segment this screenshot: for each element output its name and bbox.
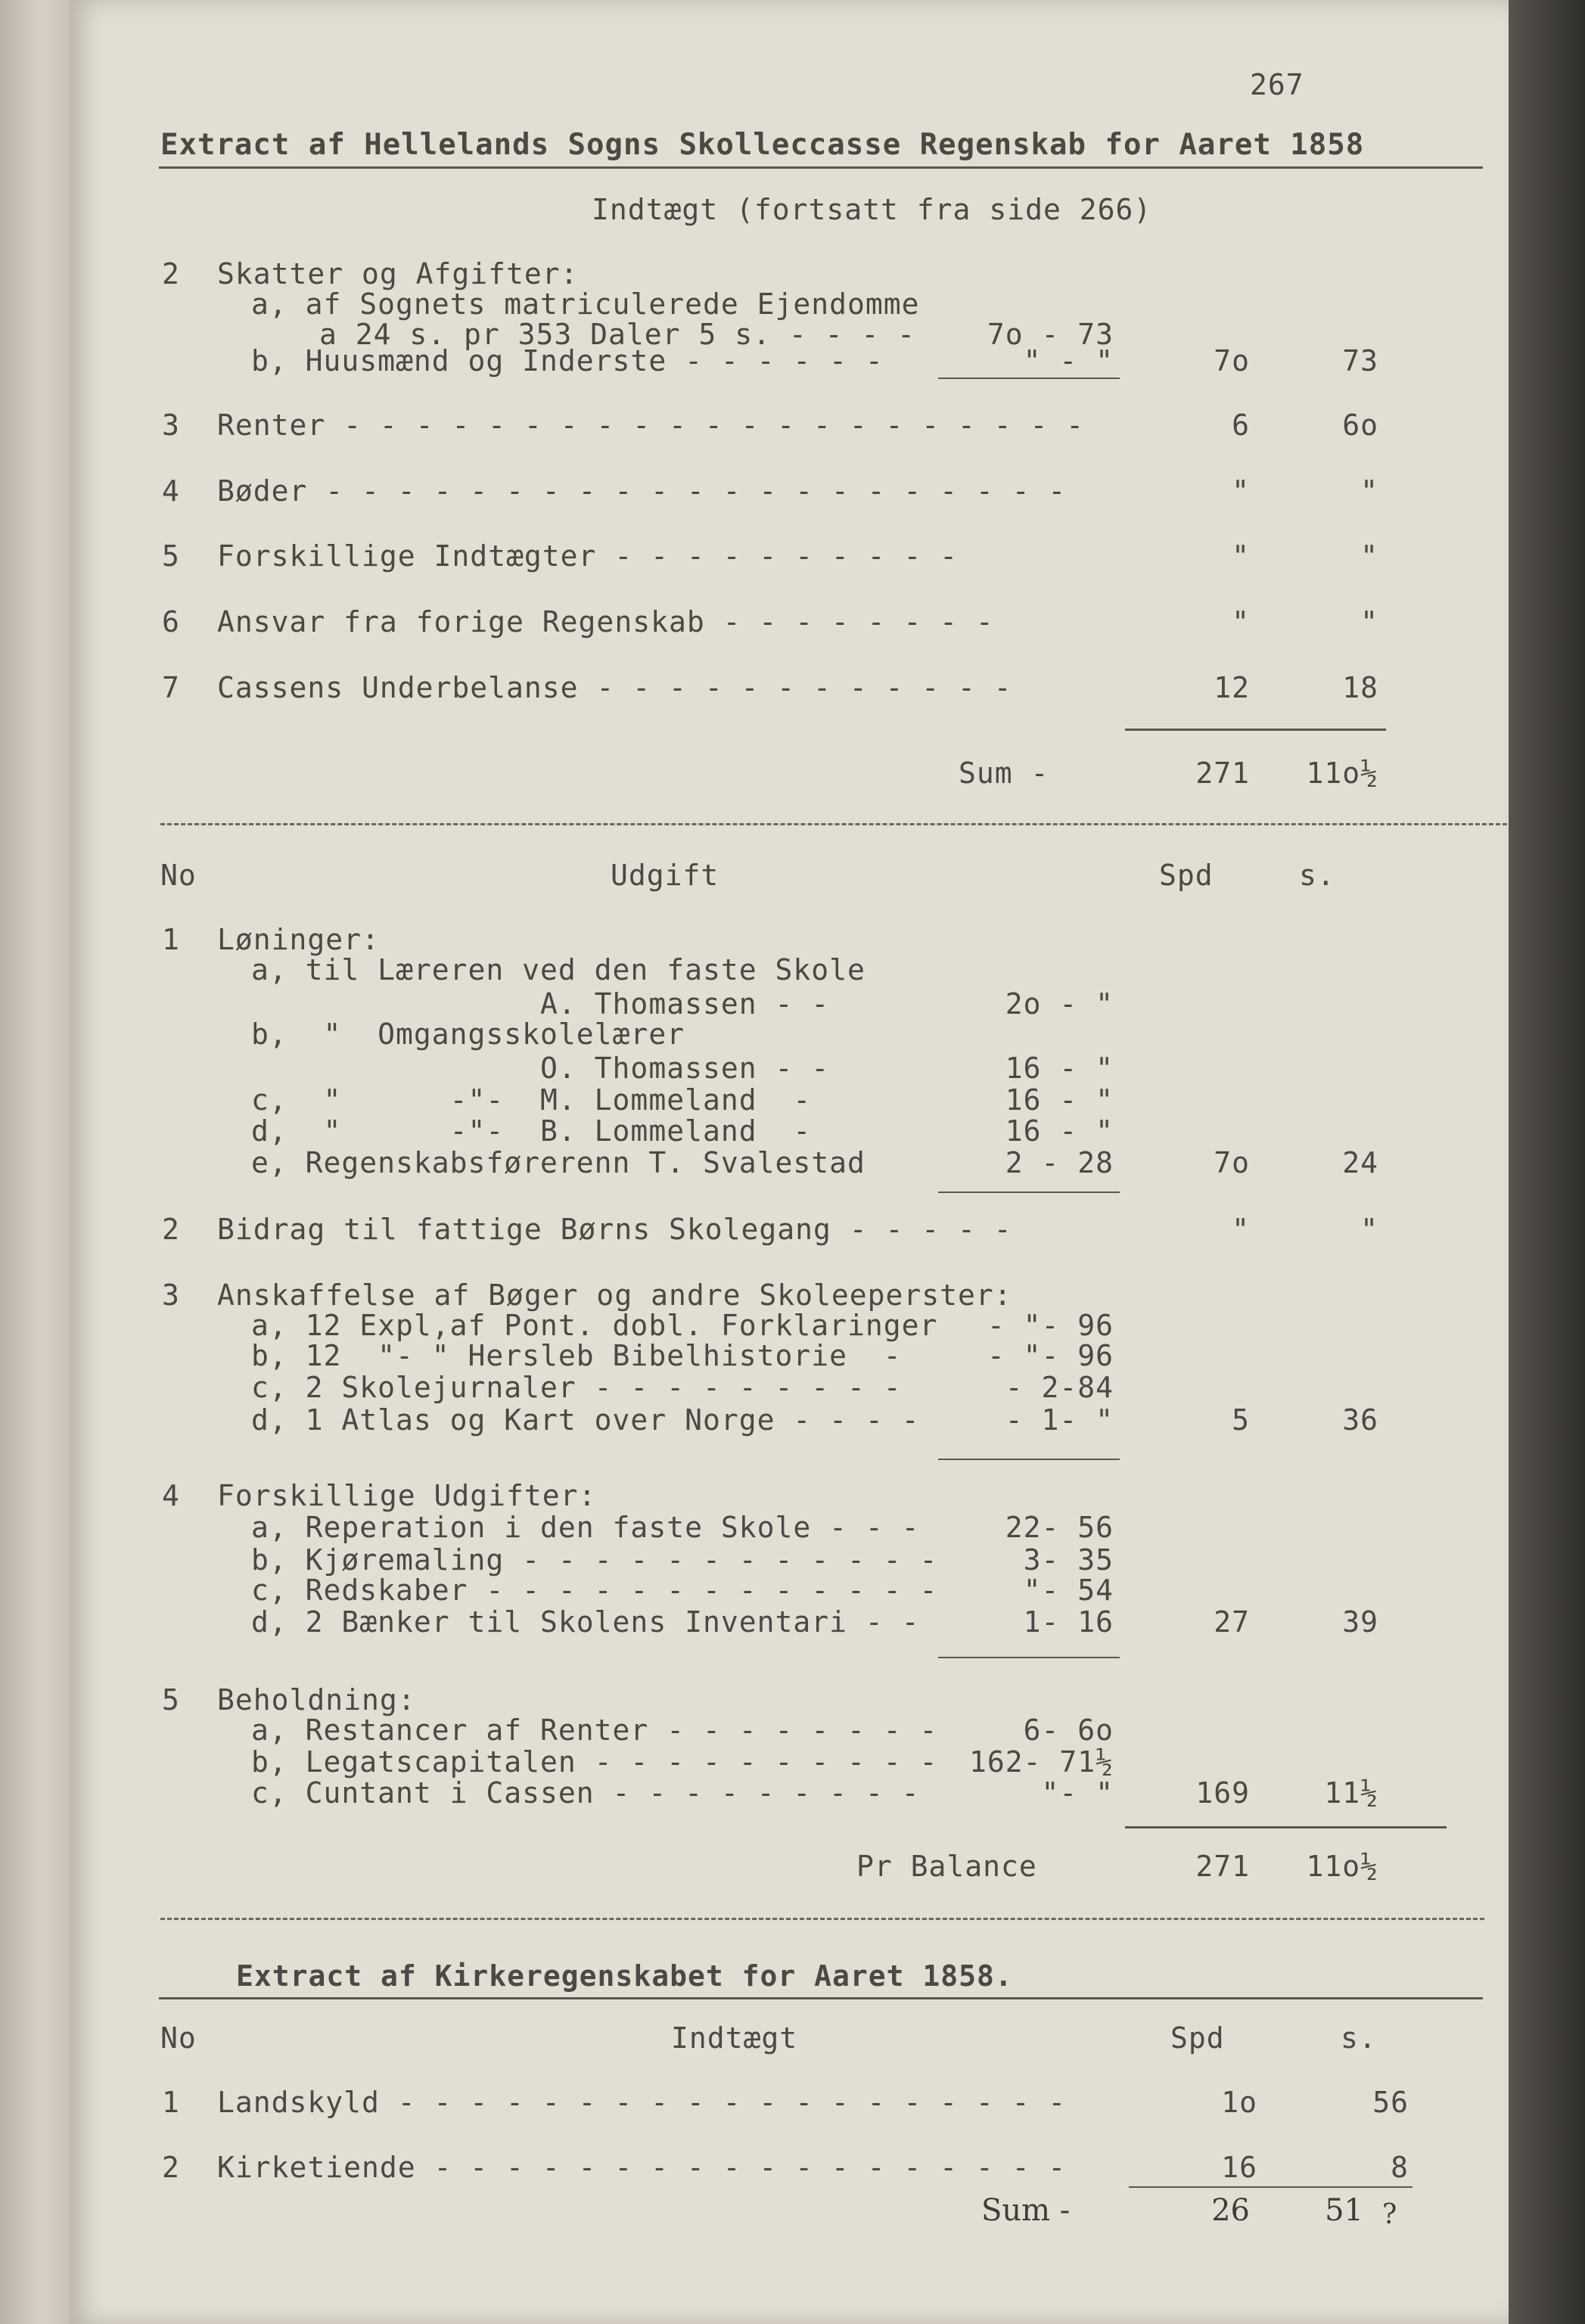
expense-row-no: 2 — [162, 1213, 180, 1246]
expense-row-text: A. Thomassen - - — [251, 987, 830, 1021]
expense-row-text: O. Thomassen - - — [251, 1052, 830, 1085]
expense-row-text: b, Kjøremaling - - - - - - - - - - - - — [251, 1543, 938, 1577]
church-sum-s: 51 — [1325, 2193, 1363, 2228]
church-col-spd: Spd — [1170, 2021, 1225, 2055]
section-divider-2 — [160, 1918, 1484, 1920]
church-row-no: 2 — [162, 2151, 180, 2184]
expense-row-sub: 2o - " — [1005, 987, 1114, 1021]
page-number: 267 — [1250, 68, 1304, 101]
expense-row-text: b, 12 "- " Hersleb Bibelhistorie - — [251, 1339, 902, 1372]
expense-row-text: c, 2 Skolejurnaler - - - - - - - - - — [251, 1371, 902, 1404]
income-row-no: 5 — [162, 539, 180, 573]
expense-row-text: d, 1 Atlas og Kart over Norge - - - - — [251, 1403, 920, 1437]
expense-row-s: " — [1360, 1213, 1378, 1246]
income-sum-spd: 271 — [1195, 757, 1250, 790]
expense-row-text: c, Cuntant i Cassen - - - - - - - - - — [251, 1776, 920, 1810]
expense-row-sub: - "- 96 — [987, 1309, 1114, 1342]
expense-row-text: a, 12 Expl,af Pont. dobl. Forklaringer — [251, 1309, 938, 1342]
expense-row-text: Beholdning: — [217, 1683, 416, 1717]
church-sum-spd: 26 — [1211, 2193, 1250, 2228]
expense-row-sub: 2 - 28 — [1005, 1146, 1114, 1179]
income-row-spd: 7o — [1214, 344, 1250, 377]
expense-row-text: d, " -"- B. Lommeland - — [251, 1114, 812, 1148]
expense-row-no: 3 — [162, 1279, 180, 1312]
income-row-text: Cassens Underbelanse - - - - - - - - - - - - — [217, 671, 1012, 704]
income-row-no: 2 — [162, 257, 180, 290]
income-row-text: a, af Sognets matriculerede Ejendomme — [251, 287, 920, 321]
income-row-spd: " — [1232, 539, 1250, 573]
expense-row-text: b, Legatscapitalen - - - - - - - - - - — [251, 1745, 938, 1779]
church-title: Extract af Kirkeregenskabet for Aaret 1858. — [236, 1959, 1013, 1993]
income-row-s: " — [1360, 605, 1378, 638]
income-row-s: " — [1360, 539, 1378, 573]
expense-row-sub: 16 - " — [1005, 1114, 1114, 1148]
expense-row-text: Bidrag til fattige Børns Skolegang - - - - - — [217, 1213, 1012, 1246]
church-row-spd: 1o — [1221, 2086, 1257, 2119]
church-row-text: Kirketiende - - - - - - - - - - - - - - - - - - — [217, 2151, 1067, 2184]
expense-row-text: Løninger: — [217, 923, 380, 956]
income-row-spd: " — [1232, 474, 1250, 508]
church-sum-label: Sum - — [981, 2193, 1071, 2228]
expense-row-text: c, Redskaber - - - - - - - - - - - - - — [251, 1574, 938, 1607]
church-row-spd: 16 — [1221, 2151, 1257, 2184]
expense-col-no: No — [160, 859, 197, 892]
expense-row-spd: " — [1232, 1213, 1250, 1246]
balance-s: 11o½ — [1306, 1850, 1378, 1883]
expense-row-text: d, 2 Bænker til Skolens Inventari - - — [251, 1605, 920, 1639]
income-row-no: 6 — [162, 605, 180, 638]
income-row-s: 18 — [1342, 671, 1378, 704]
section-divider — [160, 823, 1507, 825]
income-row-sub: 7o - 73 — [987, 318, 1114, 351]
expense-row-text: e, Regenskabsførerenn T. Svalestad — [251, 1146, 866, 1179]
expense-row-text: Anskaffelse af Bøger og andre Skoleeperster: — [217, 1279, 1012, 1312]
balance-label: Pr Balance — [856, 1850, 1037, 1883]
expense-row-sub: - "- 96 — [987, 1339, 1114, 1372]
income-row-sub: " - " — [1023, 344, 1114, 377]
expense-row-sub: 1- 16 — [1023, 1605, 1114, 1639]
expense-row-no: 1 — [162, 923, 180, 956]
expense-row-s: 11½ — [1324, 1776, 1378, 1810]
income-sub-underline — [938, 377, 1120, 379]
church-row-text: Landskyld - - - - - - - - - - - - - - - - - - - — [217, 2086, 1067, 2119]
income-row-s: 6o — [1342, 409, 1378, 442]
balance-spd: 271 — [1195, 1850, 1250, 1883]
expense-row-text: c, " -"- M. Lommeland - — [251, 1083, 812, 1117]
expense-row-text: Forskillige Udgifter: — [217, 1479, 597, 1512]
income-row-no: 3 — [162, 409, 180, 442]
expense-row-spd: 7o — [1214, 1146, 1250, 1179]
expense-row-sub: 162- 71½ — [968, 1745, 1114, 1779]
income-row-spd: 6 — [1232, 409, 1250, 442]
expense-total-rule — [1125, 1826, 1447, 1828]
book-spine — [0, 0, 70, 2324]
income-row-s: 73 — [1342, 344, 1378, 377]
main-title: Extract af Hellelands Sogns Skolleccasse Regenskab for Aaret 1858 — [160, 128, 1365, 162]
income-sum-label: Sum - — [959, 757, 1049, 790]
income-total-rule — [1125, 729, 1386, 731]
expense-row-sub: 22- 56 — [1005, 1511, 1114, 1544]
church-row-no: 1 — [162, 2086, 180, 2119]
income-sum-s: 11o½ — [1306, 757, 1378, 790]
income-row-no: 7 — [162, 671, 180, 704]
expense-heading: Udgift — [611, 859, 719, 892]
expense-row-sub: "- 54 — [1023, 1574, 1114, 1607]
church-col-s: s. — [1341, 2021, 1377, 2055]
income-row-text: a 24 s. pr 353 Daler 5 s. - - - - — [319, 318, 915, 351]
expense-row-s: 24 — [1342, 1146, 1378, 1179]
expense-col-spd: Spd — [1159, 859, 1214, 892]
church-col-no: No — [160, 2021, 197, 2055]
expense-row-no: 5 — [162, 1683, 180, 1717]
expense-row-text: a, Reperation i den faste Skole - - - — [251, 1511, 920, 1544]
income-row-text: Forskillige Indtægter - - - - - - - - - - — [217, 539, 958, 573]
wages-underline — [938, 1192, 1120, 1193]
expense-row-s: 36 — [1342, 1403, 1378, 1437]
income-row-spd: 12 — [1214, 671, 1250, 704]
church-sum-note: ? — [1382, 2199, 1397, 2230]
expense-row-sub: "- " — [1041, 1776, 1114, 1810]
income-row-text: Bøder - - - - - - - - - - - - - - - - - - - - - — [217, 474, 1067, 508]
expense-row-spd: 5 — [1232, 1403, 1250, 1437]
expense-row-sub: 3- 35 — [1023, 1543, 1114, 1577]
title-underline — [159, 166, 1483, 169]
books-underline — [938, 1459, 1120, 1460]
ledger-page — [70, 0, 1509, 2324]
church-heading: Indtægt — [671, 2021, 798, 2055]
expense-col-s: s. — [1299, 859, 1335, 892]
church-title-underline — [159, 1997, 1483, 1999]
expense-row-sub: - 1- " — [1005, 1403, 1114, 1437]
expense-row-text: a, Restancer af Renter - - - - - - - - — [251, 1713, 938, 1747]
expense-row-sub: 6- 6o — [1023, 1713, 1114, 1747]
income-row-s: " — [1360, 474, 1378, 508]
expense-row-sub: 16 - " — [1005, 1052, 1114, 1085]
income-row-text: Renter - - - - - - - - - - - - - - - - - - - - - — [217, 409, 1085, 442]
church-row-s: 8 — [1391, 2151, 1409, 2184]
expense-row-sub: - 2-84 — [1005, 1371, 1114, 1404]
expense-row-s: 39 — [1342, 1605, 1378, 1639]
expense-row-no: 4 — [162, 1479, 180, 1512]
church-total-rule — [1129, 2186, 1413, 2188]
income-row-text: Skatter og Afgifter: — [217, 257, 579, 290]
income-row-no: 4 — [162, 474, 180, 508]
income-row-text: Ansvar fra forige Regenskab - - - - - - - - — [217, 605, 994, 638]
expense-row-text: a, til Læreren ved den faste Skole — [251, 953, 866, 986]
income-row-text: b, Huusmænd og Inderste - - - - - - — [251, 344, 884, 377]
income-row-spd: " — [1232, 605, 1250, 638]
expense-row-spd: 169 — [1195, 1776, 1250, 1810]
expense-row-text: b, " Omgangsskolelærer — [251, 1018, 685, 1051]
income-heading: Indtægt (fortsatt fra side 266) — [592, 193, 1152, 226]
misc-underline — [938, 1657, 1120, 1658]
expense-row-spd: 27 — [1214, 1605, 1250, 1639]
page-edge-shadow — [1509, 0, 1585, 2324]
expense-row-sub: 16 - " — [1005, 1083, 1114, 1117]
church-row-s: 56 — [1372, 2086, 1409, 2119]
